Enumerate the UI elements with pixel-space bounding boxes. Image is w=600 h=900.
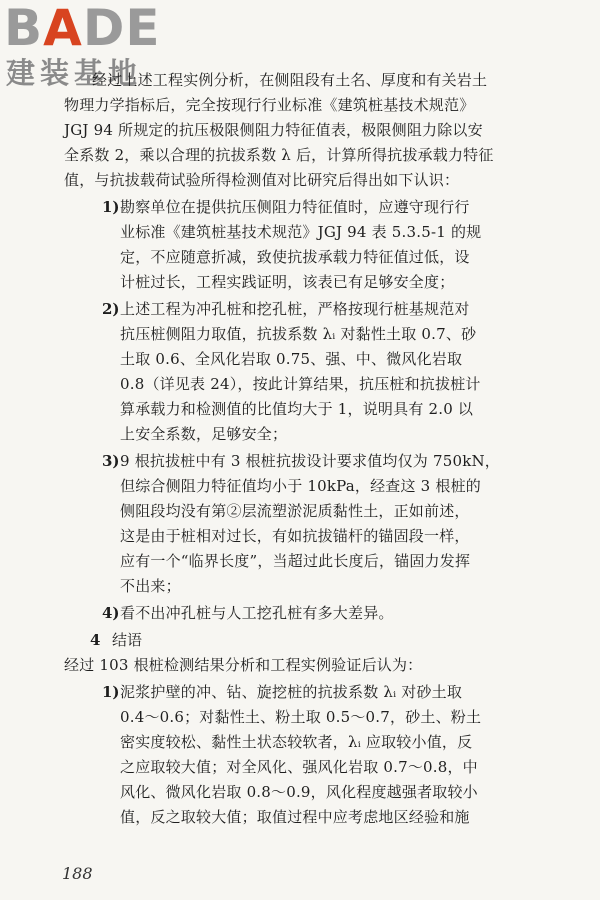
text-line: 算承载力和检测值的比值均大于 1，说明具有 2.0 以 bbox=[120, 400, 474, 418]
text-line: 这是由于桩相对过长，有如抗拔锚杆的锚固段一样， bbox=[120, 527, 470, 545]
item-number: 1) bbox=[102, 683, 120, 701]
text-line: 但综合侧阻力特征值均小于 10kPa，经查这 3 根桩的 bbox=[120, 477, 481, 495]
text-line: 计桩过长，工程实践证明，该表已有足够安全度； bbox=[120, 273, 455, 291]
list-item bbox=[90, 449, 540, 599]
text-line: 抗压桩侧阻力取值，抗拔系数 λᵢ 对黏性土取 0.7、砂 bbox=[120, 325, 477, 343]
text-line: 上安全系数，足够安全； bbox=[120, 425, 288, 443]
logo-wordmark: BADE bbox=[4, 0, 161, 57]
intro-paragraph bbox=[64, 68, 540, 193]
page-number: 188 bbox=[62, 864, 93, 883]
text-line: 应有一个“临界长度”，当超过此长度后，锚固力发挥 bbox=[120, 552, 471, 570]
text-line: 物理力学指标后，完全按现行行业标准《建筑桩基技术规范》 bbox=[64, 96, 475, 114]
section-title: 结语 bbox=[112, 631, 143, 649]
text-line: 看不出冲孔桩与人工挖孔桩有多大差异。 bbox=[120, 604, 394, 622]
text-line: 风化、微风化岩取 0.8～0.9，风化程度越强者取较小 bbox=[120, 783, 478, 801]
text-line: 泥浆护壁的冲、钻、旋挖桩的抗拔系数 λᵢ 对砂土取 bbox=[120, 683, 463, 701]
text-line: 定，不应随意折减，致使抗拔承载力特征值过低，设 bbox=[120, 248, 470, 266]
text-line: 密实度较松、黏性土状态较软者，λᵢ 应取较小值，反 bbox=[120, 733, 473, 751]
list-item bbox=[90, 601, 540, 626]
text-line: 值，反之取较大值；取值过程中应考虑地区经验和施 bbox=[120, 808, 470, 826]
text-line: 之应取较大值；对全风化、强风化岩取 0.7～0.8，中 bbox=[120, 758, 478, 776]
item-number: 1) bbox=[102, 198, 120, 216]
text-line: 土取 0.6、全风化岩取 0.75、强、中、微风化岩取 bbox=[120, 350, 463, 368]
page-body bbox=[64, 68, 540, 830]
text-line: 值，与抗拔载荷试验所得检测值对比研究后得出如下认识： bbox=[64, 171, 460, 189]
text-line: 业标准《建筑桩基技术规范》JGJ 94 表 5.3.5-1 的规 bbox=[120, 223, 482, 241]
text-line: 侧阻段均没有第②层流塑淤泥质黏性土，正如前述， bbox=[120, 502, 470, 520]
text-line: 经过上述工程实例分析，在侧阻段有土名、厚度和有关岩土 bbox=[92, 71, 488, 89]
text-line: JGJ 94 所规定的抗压极限侧阻力特征值表，极限侧阻力除以安 bbox=[64, 121, 483, 139]
text-line: 0.8（详见表 24），按此计算结果，抗压桩和抗拔桩计 bbox=[120, 375, 481, 393]
summary-line: 经过 103 根桩检测结果分析和工程实例验证后认为： bbox=[64, 656, 423, 674]
text-line: 9 根抗拔桩中有 3 根桩抗拔设计要求值均仅为 750kN， bbox=[120, 452, 501, 470]
list-item bbox=[90, 680, 540, 830]
text-line: 不出来； bbox=[120, 577, 181, 595]
list-item bbox=[90, 297, 540, 447]
item-number: 3) bbox=[102, 452, 120, 470]
item-number: 2) bbox=[102, 300, 120, 318]
text-line: 勘察单位在提供抗压侧阻力特征值时，应遵守现行行 bbox=[120, 198, 470, 216]
list-item bbox=[90, 195, 540, 295]
item-number: 4) bbox=[102, 604, 120, 622]
section-number: 4 bbox=[90, 631, 101, 649]
text-line: 0.4～0.6；对黏性土、粉土取 0.5～0.7，砂土、粉土 bbox=[120, 708, 482, 726]
text-line: 全系数 2，乘以合理的抗拔系数 λ 后，计算所得抗拔承载力特征 bbox=[64, 146, 494, 164]
logo-subtitle: 建装基地 bbox=[6, 56, 143, 90]
section-heading bbox=[90, 628, 540, 653]
text-line: 上述工程为冲孔桩和挖孔桩，严格按现行桩基规范对 bbox=[120, 300, 470, 318]
